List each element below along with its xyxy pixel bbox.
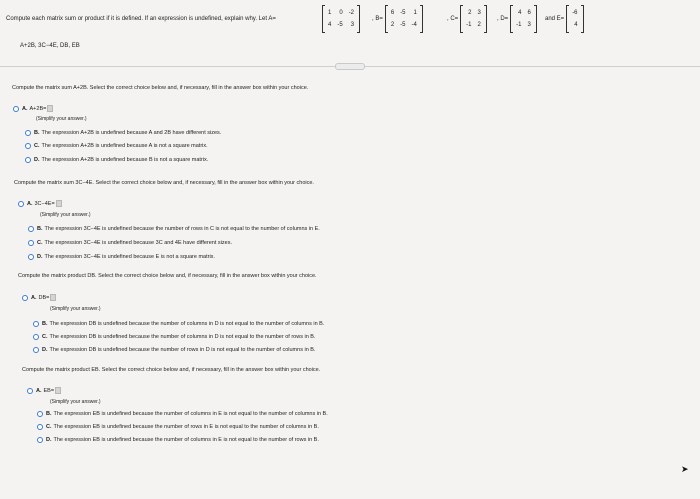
matrix-a xyxy=(320,5,360,33)
matrix-b-label: , B= xyxy=(372,16,383,22)
matrix-cell: 1 xyxy=(413,10,417,16)
option-text: The expression 3C−4E is undefined because E is not a square matrix. xyxy=(44,254,215,260)
option-letter: C. xyxy=(34,143,40,149)
matrix-cell: -5 xyxy=(337,22,343,28)
q3-option-d[interactable] xyxy=(33,347,315,353)
radio-button[interactable] xyxy=(25,157,31,163)
radio-button[interactable] xyxy=(22,295,28,301)
answer-box[interactable] xyxy=(50,294,56,301)
option-letter: B. xyxy=(46,411,52,417)
option-letter: D. xyxy=(42,347,48,353)
radio-button[interactable] xyxy=(28,226,34,232)
radio-button[interactable] xyxy=(28,240,34,246)
q4-option-d[interactable] xyxy=(37,437,319,443)
option-text: A+2B= xyxy=(29,105,47,112)
expressions-list: A+2B, 3C−4E, DB, EB xyxy=(20,43,80,49)
option-letter: B. xyxy=(42,321,48,327)
matrix-cell: -6 xyxy=(572,10,578,16)
matrix-cell: 0 xyxy=(339,10,343,16)
radio-button[interactable] xyxy=(25,143,31,149)
radio-button[interactable] xyxy=(28,254,34,260)
option-text: The expression EB is undefined because the number of columns in E is not equal to the number of columns in B. xyxy=(53,411,328,417)
matrix-cell: 4 xyxy=(574,22,578,28)
matrix-cell: 4 xyxy=(518,10,522,16)
matrix-cell: 3 xyxy=(477,10,481,16)
option-letter: A. xyxy=(22,105,28,112)
option-letter: D. xyxy=(46,437,52,443)
matrix-c xyxy=(447,5,487,33)
option-letter: B. xyxy=(34,130,40,136)
q2-option-a[interactable] xyxy=(18,200,62,207)
q2-option-c[interactable] xyxy=(28,240,232,246)
option-letter: D. xyxy=(37,254,43,260)
question-1-prompt: Compute the matrix sum A+2B. Select the correct choice below and, if necessary, fill in the answer box within your choice. xyxy=(12,85,309,91)
q1-hint: (Simplify your answer.) xyxy=(36,116,87,122)
option-text: The expression DB is undefined because the number of columns in D is not equal to the number of rows in B. xyxy=(49,334,316,340)
q3-option-c[interactable] xyxy=(33,334,315,340)
matrix-cell: 3 xyxy=(527,22,531,28)
option-text: EB= xyxy=(43,387,55,394)
option-letter: C. xyxy=(46,424,52,430)
matrix-cell: -1 xyxy=(516,22,522,28)
question-3-prompt: Compute the matrix product DB. Select the correct choice below and, if necessary, fill in the answer box within your choice. xyxy=(18,273,317,279)
q4-hint: (Simplify your answer.) xyxy=(50,399,101,405)
q1-option-b[interactable] xyxy=(25,130,221,136)
pointer-cursor-icon: ➤ xyxy=(681,464,689,474)
radio-button[interactable] xyxy=(33,334,39,340)
option-text: The expression A+2B is undefined because A and 2B have different sizes. xyxy=(41,130,222,136)
q1-option-a[interactable] xyxy=(13,105,53,112)
matrix-e xyxy=(545,5,584,33)
radio-button[interactable] xyxy=(25,130,31,136)
option-letter: C. xyxy=(37,240,43,246)
q3-hint: (Simplify your answer.) xyxy=(50,306,101,312)
option-text: The expression DB is undefined because the number of columns in D is not equal to the number of columns in B. xyxy=(49,321,325,327)
matrix-cell: -5 xyxy=(400,22,406,28)
matrix-cell: 6 xyxy=(390,10,395,16)
matrix-cell: 2 xyxy=(468,10,472,16)
radio-button[interactable] xyxy=(37,424,43,430)
option-text: The expression 3C−4E is undefined because the number of rows in C is not equal to the number of columns in E. xyxy=(44,226,320,232)
q2-option-b[interactable] xyxy=(28,226,320,232)
matrix-cell: -1 xyxy=(466,22,472,28)
option-letter: A. xyxy=(27,200,33,207)
matrix-cell: 2 xyxy=(477,22,481,28)
option-text: The expression 3C−4E is undefined because 3C and 4E have different sizes. xyxy=(44,240,232,246)
matrix-cell: 1 xyxy=(328,10,332,16)
q4-option-c[interactable] xyxy=(37,424,319,430)
matrix-b xyxy=(372,5,423,33)
q3-option-a[interactable] xyxy=(22,294,56,301)
radio-button[interactable] xyxy=(33,347,39,353)
radio-button[interactable] xyxy=(37,411,43,417)
problem-prompt: Compute each matrix sum or product if it is defined. If an expression is undefined, explain why. Let A= xyxy=(6,16,276,22)
option-text: The expression A+2B is undefined because A is not a square matrix. xyxy=(41,143,208,149)
matrix-cell: 4 xyxy=(328,22,332,28)
option-letter: A. xyxy=(31,294,37,301)
matrix-e-label: and E= xyxy=(545,16,565,22)
matrix-cell: 3 xyxy=(350,22,355,28)
radio-button[interactable] xyxy=(37,437,43,443)
option-text: The expression EB is undefined because the number of columns in E is not equal to the number of rows in B. xyxy=(53,437,319,443)
q4-option-a[interactable] xyxy=(27,387,61,394)
option-letter: A. xyxy=(36,387,42,394)
q3-option-b[interactable] xyxy=(33,321,324,327)
q1-option-c[interactable] xyxy=(25,143,208,149)
matrix-cell: -4 xyxy=(411,22,417,28)
q4-option-b[interactable] xyxy=(37,411,328,417)
matrix-cell: -2 xyxy=(348,10,355,16)
option-letter: B. xyxy=(37,226,43,232)
question-4-prompt: Compute the matrix product EB. Select the correct choice below and, if necessary, fill in the answer box within your choice. xyxy=(22,367,321,373)
matrix-c-label: , C= xyxy=(447,16,459,22)
matrix-cell: 2 xyxy=(390,22,395,28)
q2-option-d[interactable] xyxy=(28,254,215,260)
resize-handle[interactable] xyxy=(335,63,365,70)
matrix-d xyxy=(497,5,537,33)
radio-button[interactable] xyxy=(27,388,33,394)
option-text: The expression EB is undefined because the number of rows in E is not equal to the number of columns in B. xyxy=(53,424,319,430)
question-2-prompt: Compute the matrix sum 3C−4E. Select the correct choice below and, if necessary, fill in the answer box within your choice. xyxy=(14,180,314,186)
option-text: The expression DB is undefined because the number of rows in D is not equal to the number of columns in B. xyxy=(49,347,316,353)
option-letter: C. xyxy=(42,334,48,340)
option-letter: D. xyxy=(34,157,40,163)
q2-hint: (Simplify your answer.) xyxy=(40,212,91,218)
radio-button[interactable] xyxy=(33,321,39,327)
answer-box[interactable] xyxy=(47,105,53,112)
radio-button[interactable] xyxy=(18,201,24,207)
answer-box[interactable] xyxy=(55,387,61,394)
q1-option-d[interactable] xyxy=(25,157,208,163)
option-text: 3C−4E= xyxy=(34,200,55,207)
matrix-d-label: , D= xyxy=(497,16,509,22)
matrix-cell: -5 xyxy=(400,10,406,16)
answer-box[interactable] xyxy=(56,200,62,207)
option-text: DB= xyxy=(38,294,50,301)
radio-button[interactable] xyxy=(13,106,19,112)
option-text: The expression A+2B is undefined because B is not a square matrix. xyxy=(41,157,209,163)
matrix-cell: 6 xyxy=(527,10,531,16)
